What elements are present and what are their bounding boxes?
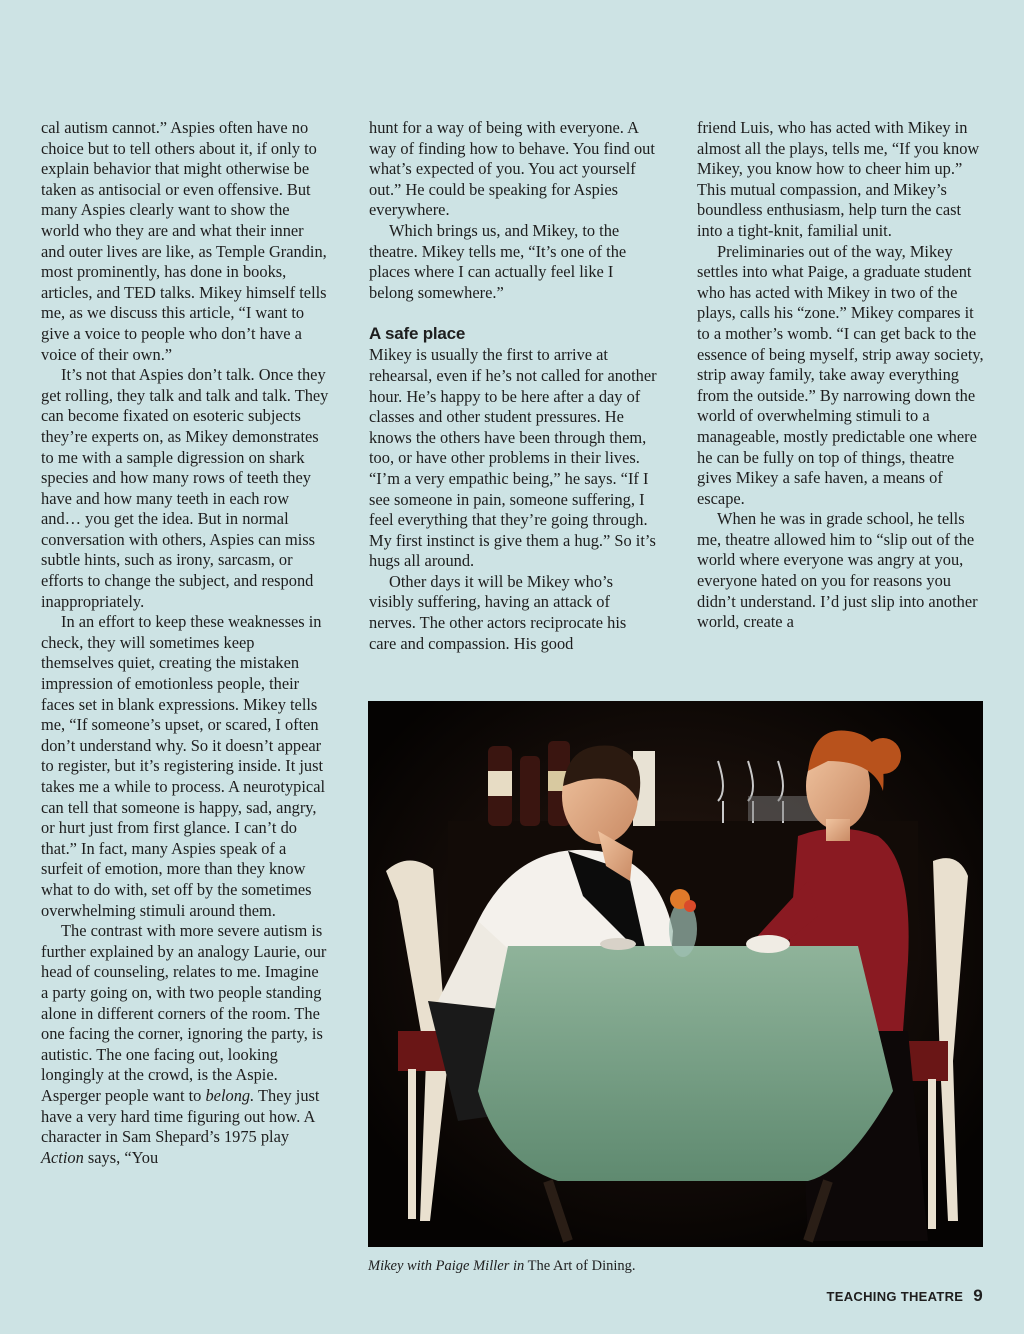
caption-play-title: The Art of Dining. xyxy=(524,1258,636,1274)
page-number: 9 xyxy=(973,1286,983,1305)
paragraph: It’s not that Aspies don’t talk. Once they get rolling, they talk and talk and talk. They can become fixated on esoteric subjects they’re experts on, as Mikey demonstrates to me with a sample digression on shark species and how many rows of teeth they have and how many teeth in each row and… you get the idea. But in normal conversation with others, Aspies can miss subtle hints, such as irony, sarcasm, or efforts to change the subject, and respond inappropriately. xyxy=(41,365,329,611)
magazine-name: TEACHING THEATRE xyxy=(826,1289,964,1304)
article-column-1 xyxy=(41,118,329,1168)
caption-text: Mikey with Paige Miller in xyxy=(368,1258,525,1274)
paragraph-text: The contrast with more severe autism is further explained by an analogy Laurie, our head of counseling, relates to me. Imagine a party going on, with two people standing alone in different corners of the room. The one facing the corner, ignoring the party, is autistic. The one facing out, looking longingly at the crowd, is the Aspie. Asperger people want to xyxy=(41,921,327,1105)
photo-caption xyxy=(368,1256,988,1276)
paragraph: When he was in grade school, he tells me, theatre allowed him to “slip out of the world where everyone was angry at you, everyone hated on you for reasons you didn’t understand. I’d just slip into another world, create a xyxy=(697,509,978,632)
article-column-3 xyxy=(697,118,987,633)
section-subhead: A safe place xyxy=(369,324,466,344)
paragraph: hunt for a way of being with everyone. A way of finding how to behave. You find out what’s expected of you. You act yourself out.” He could be speaking for Aspies everywhere. xyxy=(369,118,655,220)
stage-photo xyxy=(368,701,983,1247)
page-footer xyxy=(827,1286,984,1306)
paragraph-text: says, “You xyxy=(83,1147,159,1167)
paragraph: friend Luis, who has acted with Mikey in almost all the plays, tells me, “If you know Mikey, you know how to cheer him up.” This mutual compassion, and Mikey’s boundless enthusiasm, help turn the cast into a tight-knit, familial unit. xyxy=(697,118,980,240)
emphasis-text: belong. xyxy=(205,1085,255,1105)
paragraph: cal autism cannot.” Aspies often have no choice but to tell others about it, if only to explain behavior that might otherwise be taken as antisocial or even offensive. But many Aspies clearly want to show the world who they are and what their inner and outer lives are like, as Temple Grandin, most prominently, has done in books, articles, and TED talks. Mikey himself tells me, as we discuss this article, “I want to give a voice to people who don’t have a voice of their own.” xyxy=(41,118,327,364)
paragraph: Mikey is usually the first to arrive at rehearsal, even if he’s not called for another hour. He’s happy to be here after a day of classes and other student pressures. He knows the others have been through them, too, or have other problems in their lives. “I’m a very empathic being,” he says. “If I see someone in pain, someone suffering, I feel everything that they’re going through. My first instinct is give them a hug.” So it’s hugs all around. xyxy=(369,345,657,571)
paragraph: In an effort to keep these weaknesses in check, they will sometimes keep themselves quiet, creating the mistaken impression of emotionless people, their faces set in blank expressions. Mikey tells me, “If someone’s upset, or scared, I often don’t understand why. So it doesn’t appear to register, but it’s registering inside. It just takes me a while to process. A neurotypical can tell that someone is happy, sad, angry, or hurt just from first glance. I can’t do that.” In fact, many Aspies speak of a surfeit of emotion, more than they know what to do with, set off by the sometimes overwhelming stimuli around them. xyxy=(41,612,326,920)
paragraph: Other days it will be Mikey who’s visibly suffering, having an attack of nerves. The other actors reciprocate his care and compassion. His good xyxy=(369,571,627,653)
paragraph: Preliminaries out of the way, Mikey settles into what Paige, a graduate student who has acted with Mikey in two of the plays, calls his “zone.” Mikey compares it to a mother’s womb. “I can get back to the essence of being myself, strip away society, strip away family, take away everything from the outside.” By narrowing down the world of overwhelming stimuli to a manageable, mostly predictable one where he can be fully on top of things, theatre gives Mikey a safe haven, a means of escape. xyxy=(697,241,984,508)
paragraph xyxy=(41,921,329,1168)
play-title: Action xyxy=(41,1147,84,1167)
paragraph: Which brings us, and Mikey, to the theatre. Mikey tells me, “It’s one of the places where I can actually feel like I belong somewhere.” xyxy=(369,220,627,302)
article-column-2 xyxy=(369,118,657,654)
paragraph-text: They just have a very hard time figuring out how. A character in Sam Shepard’s 1975 play xyxy=(41,1085,320,1147)
